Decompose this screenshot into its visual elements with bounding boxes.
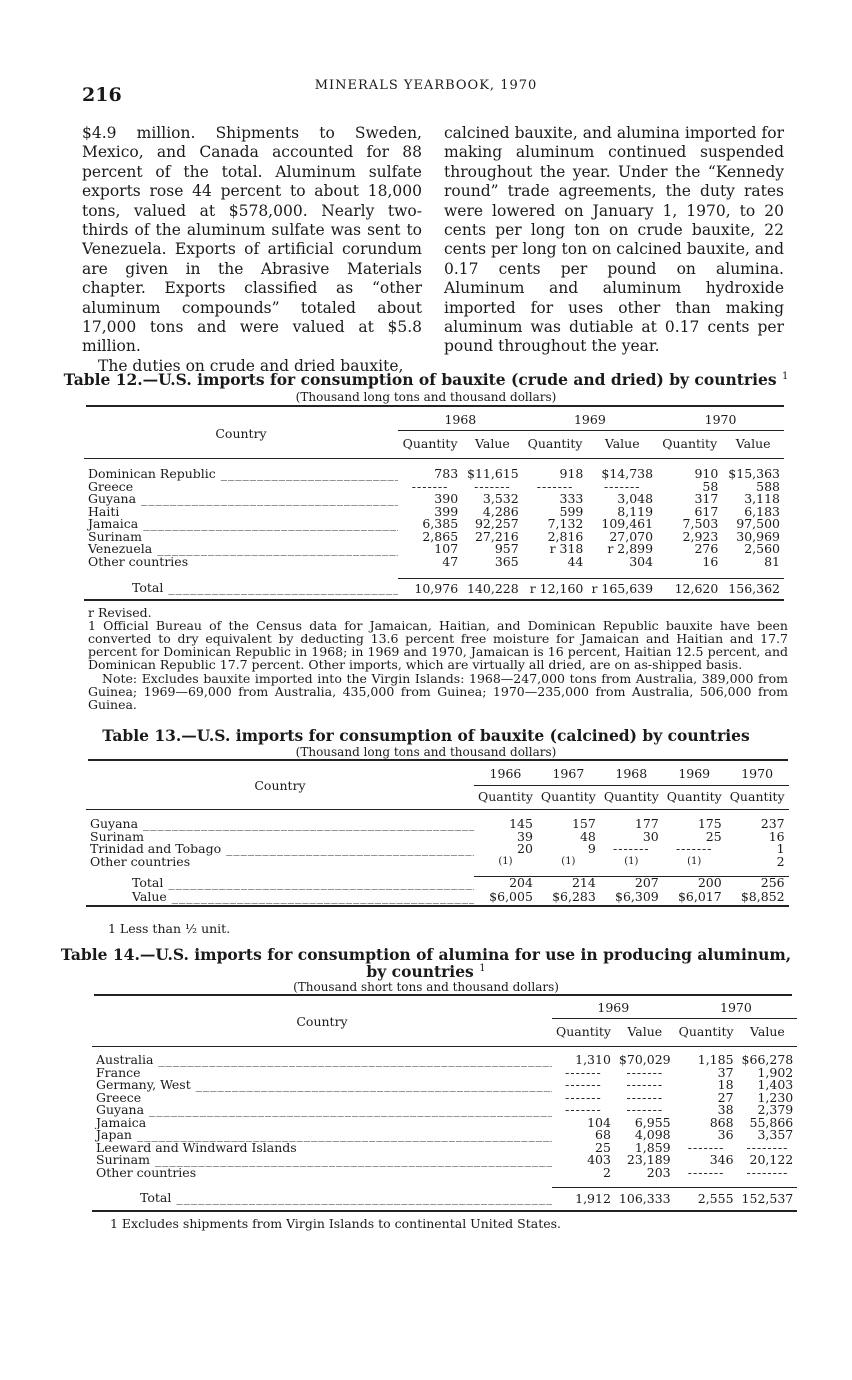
table12-country: Surinam _____ [84,531,398,544]
table12-country: Greece _____ [84,481,398,494]
table14-cell: 37 [717,1064,734,1080]
table13-col-quantity: Quantity [478,788,533,804]
table13-cell: 1 [776,841,785,856]
table13-cell: $6,005 [489,889,533,905]
table12-cell: 317 [694,491,719,506]
table12-cell: 783 [434,466,459,481]
table13-row [86,818,789,831]
table13-row [86,856,789,869]
table12-cell: 588 [756,478,780,494]
table12-year: 1968 [398,410,523,430]
table12-cell: 365 [494,553,519,569]
table12-title: Table 12.—U.S. imports for consumption of bauxite (crude and dried) by countries $^1$ [63,370,789,389]
table14-cell: 1,902 [757,1064,794,1080]
table12-cell: 3,048 [617,491,654,506]
table12-cell: ------- [411,478,449,494]
table14-cell: $66,278 [741,1052,794,1067]
table12-cell: 58 [702,478,719,494]
running-title: MINERALS YEARBOOK, 1970 [314,78,538,93]
table13-total-label: Total _____ [86,876,474,890]
table12-cell: 27,070 [609,528,654,544]
table13-country: Trinidad and Tobago _____ [86,843,474,856]
table14-cell: ------- [565,1077,602,1092]
table12-cell: 81 [764,553,780,569]
table13-year: 1969 [663,763,726,785]
table14-cell: 1,403 [757,1077,794,1092]
table14-cell: 104 [587,1114,611,1130]
table13-year: 1967 [537,763,600,785]
table12-cell: 599 [559,503,584,519]
table13-cell: 207 [634,875,659,890]
body-column-left [82,124,422,376]
table12-cell: 30,969 [736,528,780,544]
table14-footnote-1: 1 Excludes shipments from Virgin Islands to continental United States. [110,1216,562,1231]
table14-cell: 68 [595,1127,611,1142]
table12-col-quantity: Quantity [527,435,583,451]
table13-units: (Thousand long tons and thousand dollars) [295,745,557,759]
table12-country-header: Country [215,425,267,441]
table14-cell: 27 [717,1089,734,1105]
table14-country: Japan _____ [92,1129,552,1142]
table12-year: 1970 [657,410,784,430]
table12-footnote-1: 1 Official Bureau of the Census data for Jamaican, Haitian, and Dominican Republic bauxite have been converted to dry equivalent by deducting 13.6 percent free moisture for Jamaican and Haitian and 17.7 percent for Dominican Republic in 1968; in 1969 and 1970, Jamaican is 16 percent, Haitian 12.5 percent, and Dominican Republic 17.7 percent. Other imports, which are virtually all dried, are on as-shipped basis. [88,618,788,672]
table12-total-row [84,578,784,600]
table14-col-quantity: Quantity [556,1023,611,1039]
table13-country: Other countries _____ [86,856,474,869]
table12-cell: 12,620 [674,580,719,596]
table12-country: Venezuela _____ [84,543,398,556]
table13-cell: 16 [768,828,785,844]
table13-cell: $6,309 [615,889,659,905]
table14-row [92,1067,797,1080]
table13-col-quantity: Quantity [729,788,785,804]
table14-cell: ------- [565,1102,602,1117]
table14-col-quantity: Quantity [678,1023,734,1039]
table12-country: Other countries _____ [84,556,398,569]
table14-year: 1969 [552,998,675,1018]
table13-value-label: Value _____ [86,890,474,906]
table12 [84,410,784,601]
table13-cell: 256 [760,875,785,890]
table12-total-label: Total _____ [84,578,398,600]
table13-country: Surinam _____ [86,831,474,844]
table12-cell: 3,118 [744,491,780,506]
table12-cell: 27,216 [474,528,519,544]
table14-cell: 346 [709,1152,734,1167]
table12-cell: 399 [434,503,459,519]
table12-cell: 2,816 [547,528,584,544]
table12-country: Guyana _____ [84,493,398,506]
table14-cell: -------- [746,1139,789,1155]
table14-cell: ------- [565,1089,602,1105]
table14-cell: 1,859 [634,1139,671,1155]
table12-cell: 3,532 [482,491,519,506]
table13-top-rule [88,759,788,761]
table14-cell: ------- [687,1139,725,1155]
table13-cell: 20 [517,841,533,856]
table12-cell: 7,132 [547,516,584,531]
page-number: 216 [82,84,122,106]
table14-row [92,1079,797,1092]
table14-year: 1970 [675,998,798,1018]
table12-cell: 44 [567,553,584,569]
table12-cell: r 2,899 [607,541,654,556]
table13-cell: 175 [697,816,722,831]
table12-cell: 6,385 [422,516,459,531]
body-paragraph: $4.9 million. Shipments to Sweden, Mexico, and Canada accounted for 88 percent of the total. Aluminum sulfate exports rose 44 percent to about 18,000 tons, valued at $578,000. Nearly two-thirds of the aluminum sulfate was sent to Venezuela. Exports of artificial corundum are given in the Abrasive Materials chapter. Exports classified as “other aluminum compounds” totaled about 17,000 tons and were valued at $5.8 million. [82,124,422,356]
table12-cell: 2,865 [422,528,459,544]
body-paragraph: The duties on crude and dried bauxite, [98,356,404,375]
table14-cell: 25 [595,1139,611,1155]
table12-cell: 10,976 [414,580,459,596]
table12-cell: 92,257 [474,516,519,531]
table13-cell: 2 [776,853,785,869]
table13-country: Guyana _____ [86,818,474,831]
table13-cell: $6,283 [552,889,596,905]
table14-units: (Thousand short tons and thousand dollars) [293,980,559,994]
table14-country-header: Country [296,1013,348,1029]
table14-row [92,1092,797,1105]
table12-row [84,556,784,569]
table12-cell: 957 [494,541,519,556]
table12-cell: ------- [474,478,511,494]
table12-country: Jamaica _____ [84,518,398,531]
table13-row [86,843,789,856]
table12-col-quantity: Quantity [662,435,718,451]
table13-year: 1970 [726,763,789,785]
table12-cell: 918 [559,466,584,481]
table12-cell: 107 [434,541,459,556]
table12-cell: 617 [694,503,719,519]
body-paragraph: calcined bauxite, and alumina imported for making aluminum continued suspended throughout the year. Under the “Kennedy round” trade agreements, the duty rates were lowered on January 1, 1970, to 20 cents per long ton on crude bauxite, 22 cents per long ton on calcined bauxite, and 0.17 cents per pound on alumina. Aluminum and aluminum hydroxide imported for uses other than making aluminum was dutiable at 0.17 cents per pound throughout the year. [444,124,784,356]
table14-country: Australia _____ [92,1054,552,1067]
table14-cell: 36 [717,1127,734,1142]
table14-cell: ------- [626,1089,664,1105]
table14-cell: ------- [626,1077,664,1092]
table12-cell: 6,183 [744,503,780,519]
table14-cell: 23,189 [626,1152,671,1167]
table13-cell: 30 [642,828,659,844]
table14-row [92,1167,797,1180]
table13-cell: ------- [613,841,650,856]
table12-cell: r 165,639 [591,580,654,596]
table14-top-rule [94,994,792,996]
table13-cell: 48 [579,828,596,844]
table13-cell: 25 [705,828,722,844]
table12-cell: 156,362 [728,580,780,596]
table14-cell: 152,537 [741,1190,794,1206]
table12-cell: ------- [603,478,641,494]
table14-cell: ------- [626,1064,664,1080]
table13-title: Table 13.—U.S. imports for consumption of bauxite (calcined) by countries [102,726,750,745]
table14-cell: 403 [587,1152,611,1167]
table14-cell: 2,555 [697,1190,734,1206]
table14-cell: ------- [687,1164,725,1180]
table12-cell: $15,363 [728,466,780,481]
table14-cell: -------- [746,1164,789,1180]
table12-cell: 910 [694,466,719,481]
table12-note: Note: Excludes bauxite imported into the Virgin Islands: 1968—247,000 tons from Australia, 389,000 from Guinea; 1969—69,000 from Australia, 435,000 from Guinea; 1970—235,000 from Australia, 506,000 from Guinea. [88,671,788,712]
table13-cell: (1) [624,855,639,867]
table12-top-rule [86,405,784,407]
table12-col-value: Value [475,435,510,451]
table14-row [92,1104,797,1117]
table12-cell: 333 [559,491,584,506]
table13-cell: ------- [675,841,713,856]
table14-cell: 38 [717,1102,734,1117]
table14-cell: 106,333 [618,1190,671,1206]
table14-cell: $70,029 [618,1052,671,1067]
table14-row [92,1054,797,1067]
table12-cell: 4,286 [482,503,519,519]
table13-cell: 204 [509,875,533,890]
table14-title-line2: by countries $^1$ [366,962,486,981]
table13-value-row [86,890,789,906]
table14-cell: ------- [626,1102,664,1117]
table13-cell: $8,852 [740,889,785,905]
table12-cell: 97,500 [736,516,780,531]
table13-year: 1968 [600,763,663,785]
table14-cell: 55,866 [749,1114,794,1130]
table14-row [92,1117,797,1130]
table14-country: Other countries _____ [92,1167,552,1180]
table13-cell: 237 [760,816,785,831]
table12-cell: 304 [629,553,654,569]
table12-cell: $14,738 [601,466,654,481]
body-column-right [444,124,784,357]
table14-total-row [92,1187,797,1211]
table13-total-row [86,876,789,890]
table14-cell: 18 [717,1077,734,1092]
table12-cell: 276 [694,541,719,556]
table14-cell: 4,098 [634,1127,671,1142]
table13-cell: 177 [634,816,659,831]
table13-cell: (1) [498,855,513,867]
table14-cell: 1,310 [575,1052,611,1067]
table12-country: Dominican Republic _____ [84,468,398,481]
table14-row [92,1142,797,1155]
table12-year: 1969 [523,410,657,430]
table14-total-label: Total _____ [92,1187,552,1211]
table14-country: Greece _____ [92,1092,552,1105]
table13-cell: 39 [517,828,533,844]
table14-cell: 20,122 [749,1152,794,1167]
table12-cell: 2,560 [744,541,780,556]
table14-country: Leeward and Windward Islands _____ [92,1142,552,1155]
table12-footnote-revised: r Revised. [88,605,152,620]
table13-cell: $6,017 [677,889,722,905]
table13-cell: 214 [571,875,596,890]
table13-footnote-1: 1 Less than ½ unit. [108,921,231,936]
table14-country: Jamaica _____ [92,1117,552,1130]
table12-cell: 47 [442,553,459,569]
table12-cell: r 12,160 [529,580,584,596]
table14-cell: 3,357 [757,1127,794,1142]
table14 [92,998,797,1212]
table12-cell: 390 [434,491,459,506]
table13-cell: (1) [561,855,576,867]
table14-cell: 868 [709,1114,734,1130]
table14-col-value: Value [750,1023,785,1039]
table14-country: Germany, West _____ [92,1079,552,1092]
table14-cell: 1,912 [575,1190,611,1206]
table13-cell: 145 [509,816,533,831]
table13-cell: 9 [587,841,596,856]
table13-col-quantity: Quantity [540,788,596,804]
table14-country: Guyana _____ [92,1104,552,1117]
table14-cell: 203 [646,1164,671,1180]
table13-col-quantity: Quantity [666,788,722,804]
table12-cell: r 318 [549,541,584,556]
table14-title-line1: Table 14.—U.S. imports for consumption of alumina for use in producing aluminum, [60,945,792,964]
table13-country-header: Country [254,777,306,793]
table13-year: 1966 [474,763,537,785]
table14-cell: 2,379 [757,1102,794,1117]
table13-cell: (1) [687,855,702,867]
table12-row [84,543,784,556]
table14-cell: ------- [565,1064,602,1080]
table13 [86,763,789,907]
table14-cell: 1,230 [757,1089,794,1105]
table14-col-value: Value [627,1023,663,1039]
table14-cell: 2 [602,1164,611,1180]
table12-col-quantity: Quantity [402,435,458,451]
table14-cell: 6,955 [634,1114,671,1130]
table12-col-value: Value [604,435,640,451]
table14-country: France _____ [92,1067,552,1080]
table14-cell: 1,185 [697,1052,734,1067]
table14-country: Surinam _____ [92,1154,552,1167]
table12-cell: 109,461 [601,516,654,531]
table12-units: (Thousand long tons and thousand dollars) [295,390,557,404]
table12-cell: 8,119 [617,503,654,519]
table12-cell: 7,503 [682,516,719,531]
table13-cell: 157 [571,816,596,831]
table12-cell: 16 [702,553,719,569]
table13-col-quantity: Quantity [603,788,659,804]
table13-cell: 200 [697,875,722,890]
table12-cell: 2,923 [682,528,719,544]
table12-cell: 140,228 [467,580,519,596]
table12-country: Haiti _____ [84,506,398,519]
table12-cell: ------- [536,478,574,494]
table12-cell: $11,615 [467,466,519,481]
table12-col-value: Value [735,435,771,451]
